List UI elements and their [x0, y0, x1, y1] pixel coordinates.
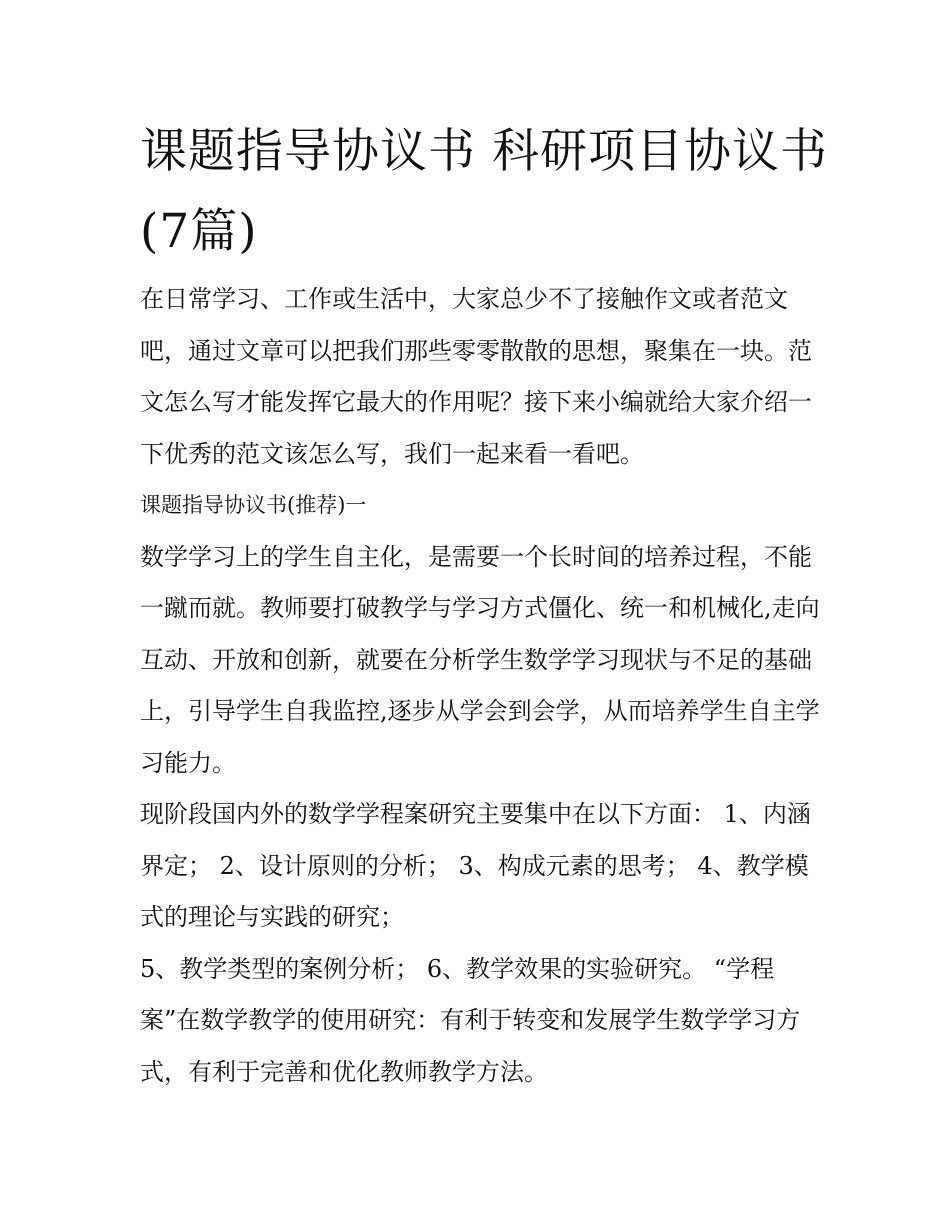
body-paragraph: 现阶段国内外的数学学程案研究主要集中在以下方面： 1、内涵界定； 2、设计原则的分析； 3、构成元素的思考； 4、教学模式的理论与实践的研究； — [140, 800, 811, 931]
intro-paragraph: 在日常学习、工作或生活中，大家总少不了接触作文或者范文吧，通过文章可以把我们那些零零散散的思想，聚集在一块。范文怎么写才能发挥它最大的作用呢？接下来小编就给大家介绍一下优秀的范文该怎么写，我们一起来看一看吧。 — [140, 285, 812, 468]
body-paragraph: 5、教学类型的案例分析； 6、教学效果的实验研究。 “学程案”在数学教学的使用研究：有利于转变和发展学生数学学习方式，有利于完善和优化教师教学方法。 — [140, 954, 801, 1086]
body-paragraph: 数学学习上的学生自主化，是需要一个长时间的培养过程，不能一蹴而就。教师要打破教学与学习方式僵化、统一和机械化,走向互动、开放和创新，就要在分析学生数学学习现状与不足的基础上，引导学生自我监控,逐步从学会到会学，从而培养学生自主学习能力。 — [140, 542, 820, 777]
document-title: 课题指导协议书 科研项目协议书(7篇) — [140, 124, 828, 259]
section-heading: 课题指导协议书(推荐)一 — [140, 493, 367, 517]
document-body — [140, 274, 830, 1098]
